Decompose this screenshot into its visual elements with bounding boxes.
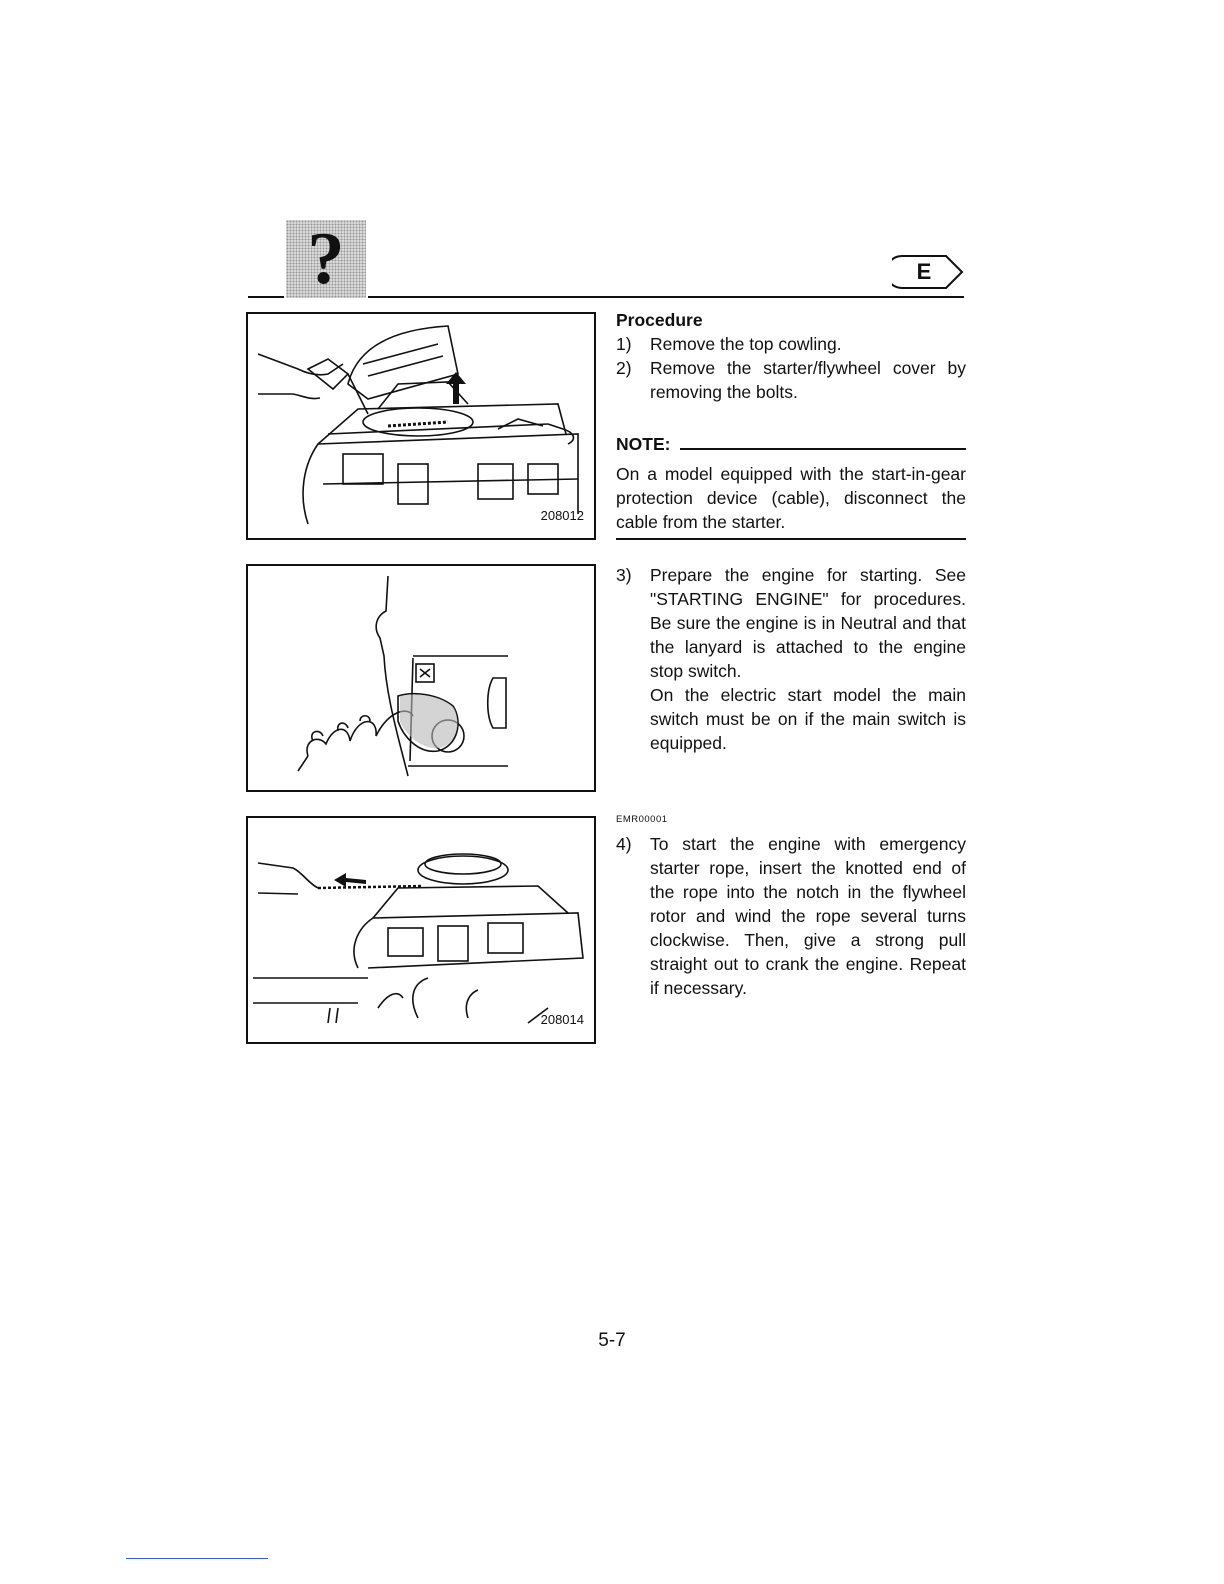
language-badge [892, 254, 964, 290]
step-text: Remove the top cowling. [650, 334, 842, 354]
procedure-section-step-3 [616, 563, 966, 755]
step-text-continued: On the electric start model the main switch must be on if the main switch is equipped. [650, 685, 966, 753]
figure-emergency-rope [246, 816, 596, 1044]
header-rule-left [248, 296, 284, 298]
language-badge-label: E [916, 259, 932, 284]
emergency-rope-illustration [248, 818, 594, 1042]
procedure-step-4 [616, 832, 966, 1000]
step-text: Remove the starter/flywheel cover by removing the bolts. [650, 358, 966, 402]
step-number: 1) [616, 334, 632, 354]
note-heading [616, 432, 966, 456]
step-number: 2) [616, 358, 632, 378]
procedure-section [616, 308, 966, 540]
header-rule [368, 296, 964, 298]
figure-code: 208014 [540, 1012, 584, 1027]
note-label: NOTE: [616, 434, 671, 454]
note-rule [680, 448, 966, 450]
reference-code: EMR00001 [616, 814, 668, 825]
procedure-title: Procedure [616, 310, 703, 330]
procedure-step-3 [616, 563, 966, 755]
step-number: 4) [616, 834, 632, 854]
procedure-step-2 [616, 356, 966, 404]
procedure-section-step-4 [616, 814, 966, 1000]
footer-rule [126, 1558, 268, 1559]
step-number: 3) [616, 565, 632, 585]
question-mark-glyph: ? [307, 218, 345, 300]
page-number: 5-7 [598, 1330, 626, 1351]
figure-stop-switch [246, 564, 596, 792]
procedure-step-1 [616, 332, 966, 356]
step-text: Prepare the engine for starting. See "STARTING ENGINE" for procedures. Be sure the engine is in Neutral and that the lanyard is attached to the engine stop switch. [650, 565, 966, 681]
note-end-rule [616, 538, 966, 540]
question-mark-icon [286, 220, 366, 298]
note-text: On a model equipped with the start-in-gear protection device (cable), disconnect the cable from the starter. [616, 464, 966, 532]
cowling-removal-illustration [248, 314, 594, 538]
figure-remove-cowling [246, 312, 596, 540]
figure-code: 208012 [540, 508, 584, 523]
stop-switch-illustration [248, 566, 594, 790]
step-text: To start the engine with emergency starter rope, insert the knotted end of the rope into the notch in the flywheel rotor and wind the rope several turns clockwise. Then, give a strong pull straight out to crank the engine. Repeat if necessary. [650, 834, 966, 998]
